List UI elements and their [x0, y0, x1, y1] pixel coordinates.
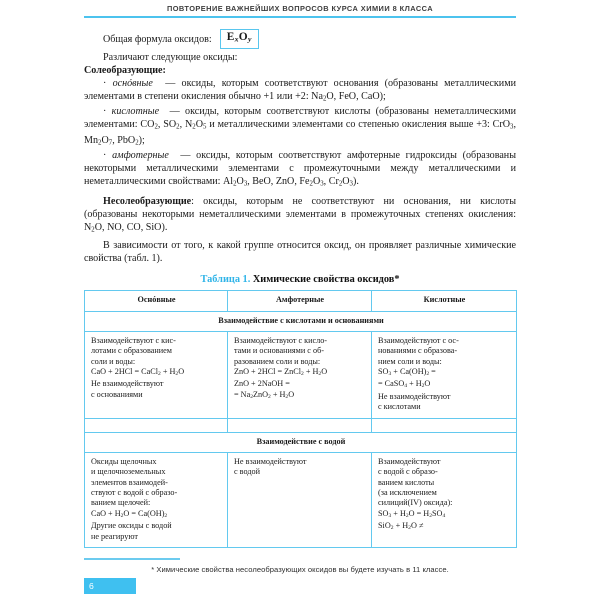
paragraph-non-salt-forming: Несолеобразующие: оксиды, которым не соответствуют ни основания, ни кислоты (образованы некоторыми неметаллическими элементами в промежуточных степенях окисления: $N_2O$, NO, CO, SiO).	[84, 195, 516, 234]
general-formula-box	[220, 29, 259, 49]
cell-line: ванием щелочей:	[91, 498, 151, 508]
table-header-row	[85, 291, 517, 311]
spacer-cell	[228, 418, 372, 432]
formula-element-e: E	[226, 31, 235, 44]
cell-line: Не взаимодействуют	[91, 379, 164, 389]
cell-line: Взаимодействуют с ос-	[378, 335, 459, 345]
cell-line: и щелочноземельных	[91, 467, 166, 477]
text-column	[84, 30, 516, 574]
cell-line: Не взаимодействуют	[234, 457, 307, 467]
cell-line-equation: = CaSO$_4$ + $H_2O$	[378, 379, 431, 390]
bullet-term-amphoteric: амфотерные	[112, 150, 169, 162]
cell-line: нием соли и воды:	[378, 356, 442, 366]
cell-line-equation: $SO_3 + Ca(OH)_2$ =	[378, 366, 436, 378]
formula-subscript-y: y	[247, 34, 252, 44]
cell-line: тами и основаниями с об-	[234, 346, 324, 356]
cell-line: соли и воды:	[91, 356, 136, 366]
spacer-cell	[372, 418, 517, 432]
table-row	[85, 453, 517, 548]
bullet-basic-oxides: · оснóвные — оксиды, которым соответствуют основания (образованы металлическими элементами в степени окисления обычно +1 или +2: $Na_2O$, FeO, CaO);	[84, 77, 516, 103]
bullet-dash: —	[174, 150, 197, 162]
formula-subscript-x: x	[234, 34, 239, 44]
general-formula-label: Общая формула оксидов:	[103, 33, 212, 45]
bullet-term-acidic: кислотные	[111, 106, 160, 118]
table-caption-footnote-marker: *	[394, 274, 400, 286]
cell-line: лотами с образованием	[91, 346, 172, 356]
table-column-header-acidic: Кислотные	[372, 291, 517, 311]
cell-line: Взаимодействуют с кис-	[91, 335, 176, 345]
page-number-badge: 6	[84, 578, 136, 594]
cell-line: Другие оксиды с водой	[91, 521, 172, 531]
cell-line: нованиями с образова-	[378, 346, 458, 356]
table-row	[85, 331, 517, 418]
cell-line: не реагируют	[91, 531, 138, 541]
general-formula-row	[103, 30, 516, 48]
table-cell-acidic-water	[372, 453, 517, 548]
cell-line-equation: $SiO_2 + H_2O$ ≠	[378, 521, 424, 532]
table-cell-acidic-acids-bases	[372, 331, 517, 418]
bullet-dash: —	[164, 106, 186, 118]
bullet-dash: —	[159, 77, 182, 89]
footnote-rule	[84, 558, 180, 560]
cell-line: элементов взаимодей-	[91, 477, 168, 487]
footnote-text: * Химические свойства несолеобразующих оксидов вы будете изучать в 11 классе.	[151, 564, 449, 574]
heading-non-salt-forming: Несолеобразующие	[103, 195, 192, 207]
cell-line: с водой	[234, 467, 260, 477]
table-caption-title: Химические свойства оксидов	[252, 274, 395, 286]
cell-line: с основаниями	[91, 389, 143, 399]
table-column-header-amphoteric: Амфотерные	[228, 291, 372, 311]
bullet-acidic-oxides: · кислотные — оксиды, которым соответствуют кислоты (образованы неметаллическими элементами: $CO_2$, $SO_2$, $N_2O_5$ и металлическими элементами со степенью окисления выше +3: CrO$_3$, $Mn_2O_7$, PbO$_2$);	[84, 106, 517, 147]
cell-line: ствуют с водой с образо-	[91, 488, 178, 498]
formula-element-o: O	[238, 31, 248, 44]
bullet-marker: ·	[103, 150, 107, 162]
cell-line: Оксиды щелочных	[91, 457, 157, 467]
bullet-marker: ·	[103, 77, 107, 89]
bullet-term-basic: оснóвные	[112, 77, 153, 89]
cell-line: Взаимодействуют с кисло-	[234, 335, 328, 345]
bullet-marker: ·	[103, 106, 107, 118]
cell-line-equation: ZnO + 2HCl = ZnCl$_2$ + $H_2O$	[234, 366, 328, 378]
cell-line: Не взаимодействуют	[378, 392, 451, 402]
cell-line-equation: = $Na_2ZnO_2 + H_2O$	[234, 389, 295, 401]
table-section-heading-acids-bases: Взаимодействие с кислотами и основаниями	[85, 311, 517, 331]
table-section-header-row-acids-bases	[85, 311, 517, 331]
cell-line: ванием кислоты	[378, 477, 435, 487]
table-section-header-row-water	[85, 432, 517, 452]
running-head-text: ПОВТОРЕНИЕ ВАЖНЕЙШИХ ВОПРОСОВ КУРСА ХИМИИ 8 КЛАССА	[166, 4, 434, 13]
cell-line: разованием соли и воды:	[234, 356, 321, 366]
spacer-cell	[85, 418, 228, 432]
cell-line: с кислотами	[378, 402, 421, 412]
cell-line-equation: CaO + $H_2O = Ca(OH)_2$	[91, 508, 168, 520]
running-head-rule	[84, 16, 516, 18]
cell-line: (за исключением	[378, 488, 437, 498]
heading-salt-forming: Солеобразующие:	[84, 64, 166, 76]
table-cell-amphoteric-acids-bases	[228, 331, 372, 418]
table-cell-basic-acids-bases	[85, 331, 228, 418]
cell-line: Взаимодействуют	[378, 457, 441, 467]
paragraph-closing: В зависимости от того, к какой группе относится оксид, он проявляет различные химические свойства (табл. 1).	[84, 240, 516, 265]
table-row-spacer	[85, 418, 517, 432]
table-caption-number: Таблица 1.	[200, 274, 251, 286]
cell-line-equation: CaO + 2HCl = CaCl$_2$ + $H_2O$	[91, 366, 185, 378]
chemical-properties-table	[84, 290, 517, 548]
table-cell-amphoteric-water	[228, 453, 372, 548]
cell-line: ZnO + 2NaOH =	[234, 379, 290, 389]
running-head	[0, 4, 600, 18]
table-cell-basic-water	[85, 453, 228, 548]
cell-line: силиций(IV) оксида):	[378, 498, 453, 508]
table-column-header-basic: Оснóвные	[85, 291, 228, 311]
cell-line-equation: $SO_3 + H_2O = H_2SO_4$	[378, 508, 446, 520]
table-caption	[84, 274, 516, 285]
table-section-heading-water: Взаимодействие с водой	[85, 432, 517, 452]
cell-line: с водой с образо-	[378, 467, 438, 477]
line-distinguish: Различают следующие оксиды:	[103, 51, 238, 63]
bullet-amphoteric-oxides: · амфотерные — оксиды, которым соответствуют амфотерные гидроксиды (образованы некоторыми металлическими элементами с промежуточными между металлическими и неметаллическими свойствами: $Al_2O_3$, BeO, ZnO, $Fe_2O_3$, $Cr_2O_3$).	[84, 150, 516, 188]
